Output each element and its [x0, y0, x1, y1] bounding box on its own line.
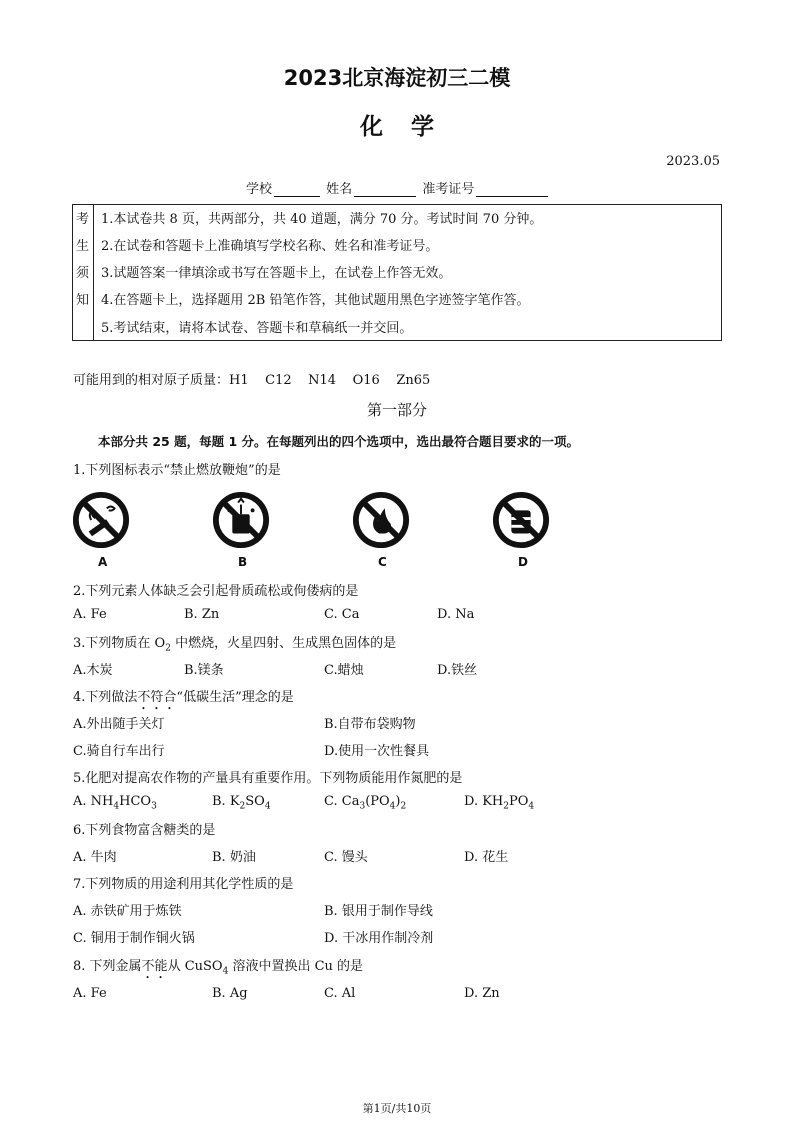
student-info-fields [246, 178, 550, 197]
question-1-stem: 1.下列图标表示“禁止燃放鞭炮”的是 [73, 463, 281, 478]
q5-option-d[interactable]: D. $KH_2PO_4$ [464, 794, 535, 812]
question-4-stem: 4.下列做法不符合“低碳生活”理念的是 [73, 690, 294, 705]
emphasis-text: 不能 [141, 959, 168, 974]
school-blank[interactable] [274, 182, 320, 197]
no-smoking-icon[interactable] [72, 491, 130, 549]
page-title: 2023北京海淀初三二模 [283, 66, 511, 90]
page-footer: 第1页/共10页 [362, 1102, 432, 1115]
q1-option-label: C [378, 555, 387, 569]
exam-date: 2023.05 [666, 154, 720, 169]
no-open-flame-icon[interactable] [352, 491, 410, 549]
q2-option-a[interactable]: A. Fe [73, 607, 107, 622]
notice-side-char: 知 [76, 293, 90, 308]
q5-option-c[interactable]: C. $Ca_3(PO_4)_2$ [324, 794, 407, 812]
question-2-stem: 2.下列元素人体缺乏会引起骨质疏松或佝偻病的是 [73, 584, 359, 599]
notice-line: 3.试题答案一律填涂或书写在答题卡上，在试卷上作答无效。 [101, 266, 452, 281]
q4-option-c[interactable]: C.骑自行车出行 [73, 744, 165, 759]
q8-option-b[interactable]: B. Ag [212, 986, 248, 1001]
q5-option-b[interactable]: B. $K_2SO_4$ [212, 794, 271, 812]
q7-option-c[interactable]: C. 铜用于制作铜火锅 [73, 931, 195, 946]
q4-option-d[interactable]: D.使用一次性餐具 [324, 744, 430, 759]
q4-option-a[interactable]: A.外出随手关灯 [73, 717, 165, 732]
q3-option-c[interactable]: C.蜡烛 [324, 663, 364, 678]
q4-option-b[interactable]: B.自带布袋购物 [324, 717, 416, 732]
q2-option-b[interactable]: B. Zn [184, 607, 220, 622]
notice-line: 4.在答题卡上，选择题用 2B 铅笔作答，其他试题用黑色字迹签字笔作答。 [101, 293, 530, 308]
question-5-stem: 5.化肥对提高农作物的产量具有重要作用。下列物质能用作氮肥的是 [73, 771, 463, 786]
exam-notice-box [72, 204, 722, 341]
question-6-stem: 6.下列食物富含糖类的是 [73, 823, 216, 838]
notice-line: 5.考试结束，请将本试卷、答题卡和草稿纸一并交回。 [101, 321, 413, 336]
q3-option-b[interactable]: B.镁条 [184, 663, 224, 678]
q6-option-c[interactable]: C. 馒头 [324, 850, 368, 865]
q6-option-a[interactable]: A. 牛肉 [73, 850, 117, 865]
q7-option-a[interactable]: A. 赤铁矿用于炼铁 [73, 904, 182, 919]
q1-option-label: D [518, 555, 528, 569]
question-8-stem: 8. 下列金属不能从 CuSO$_4$ 溶液中置换出 Cu 的是 [73, 959, 364, 977]
notice-line: 2.在试卷和答题卡上准确填写学校名称、姓名和准考证号。 [101, 239, 439, 254]
q6-option-d[interactable]: D. 花生 [464, 850, 509, 865]
q2-option-c[interactable]: C. Ca [324, 607, 360, 622]
no-firecrackers-icon[interactable] [212, 491, 270, 549]
notice-side-char: 须 [76, 266, 90, 281]
school-label: 学校 [246, 182, 273, 197]
exam-number-label: 准考证号 [422, 182, 475, 197]
q7-option-b[interactable]: B. 银用于制作导线 [324, 904, 433, 919]
emphasis-text: 不符合 [137, 690, 177, 705]
notice-side-label [73, 205, 94, 340]
exam-number-blank[interactable] [476, 182, 548, 197]
question-7-stem: 7.下列物质的用途利用其化学性质的是 [73, 877, 294, 892]
name-label: 姓名 [326, 182, 353, 197]
q1-option-label: A [98, 555, 108, 569]
notice-side-char: 生 [76, 239, 90, 254]
no-fireworks-icon[interactable] [492, 491, 550, 549]
q6-option-b[interactable]: B. 奶油 [212, 850, 256, 865]
notice-side-char: 考 [76, 212, 90, 227]
q7-option-d[interactable]: D. 干冰用作制冷剂 [324, 931, 434, 946]
part-title: 第一部分 [366, 401, 427, 419]
part-instruction: 本部分共 25 题，每题 1 分。在每题列出的四个选项中，选出最符合题目要求的一项。 [98, 434, 580, 449]
q8-option-d[interactable]: D. Zn [464, 986, 500, 1001]
name-blank[interactable] [354, 182, 416, 197]
q8-option-a[interactable]: A. Fe [73, 986, 107, 1001]
q8-option-c[interactable]: C. Al [324, 986, 356, 1001]
q3-option-d[interactable]: D.铁丝 [437, 663, 478, 678]
question-3-stem: 3.下列物质在 $O_2$ 中燃烧，火星四射、生成黑色固体的是 [73, 636, 397, 654]
q5-option-a[interactable]: A. $NH_4HCO_3$ [73, 794, 157, 812]
q3-option-a[interactable]: A.木炭 [73, 663, 113, 678]
subject-title: 化学 [360, 114, 462, 140]
q2-option-d[interactable]: D. Na [437, 607, 475, 622]
atomic-masses: 可能用到的相对原子质量：H1 C12 N14 O16 Zn65 [73, 373, 431, 388]
notice-line: 1.本试卷共 8 页，共两部分，共 40 道题，满分 70 分。考试时间 70 分钟。 [101, 212, 543, 227]
q1-option-label: B [238, 555, 248, 569]
